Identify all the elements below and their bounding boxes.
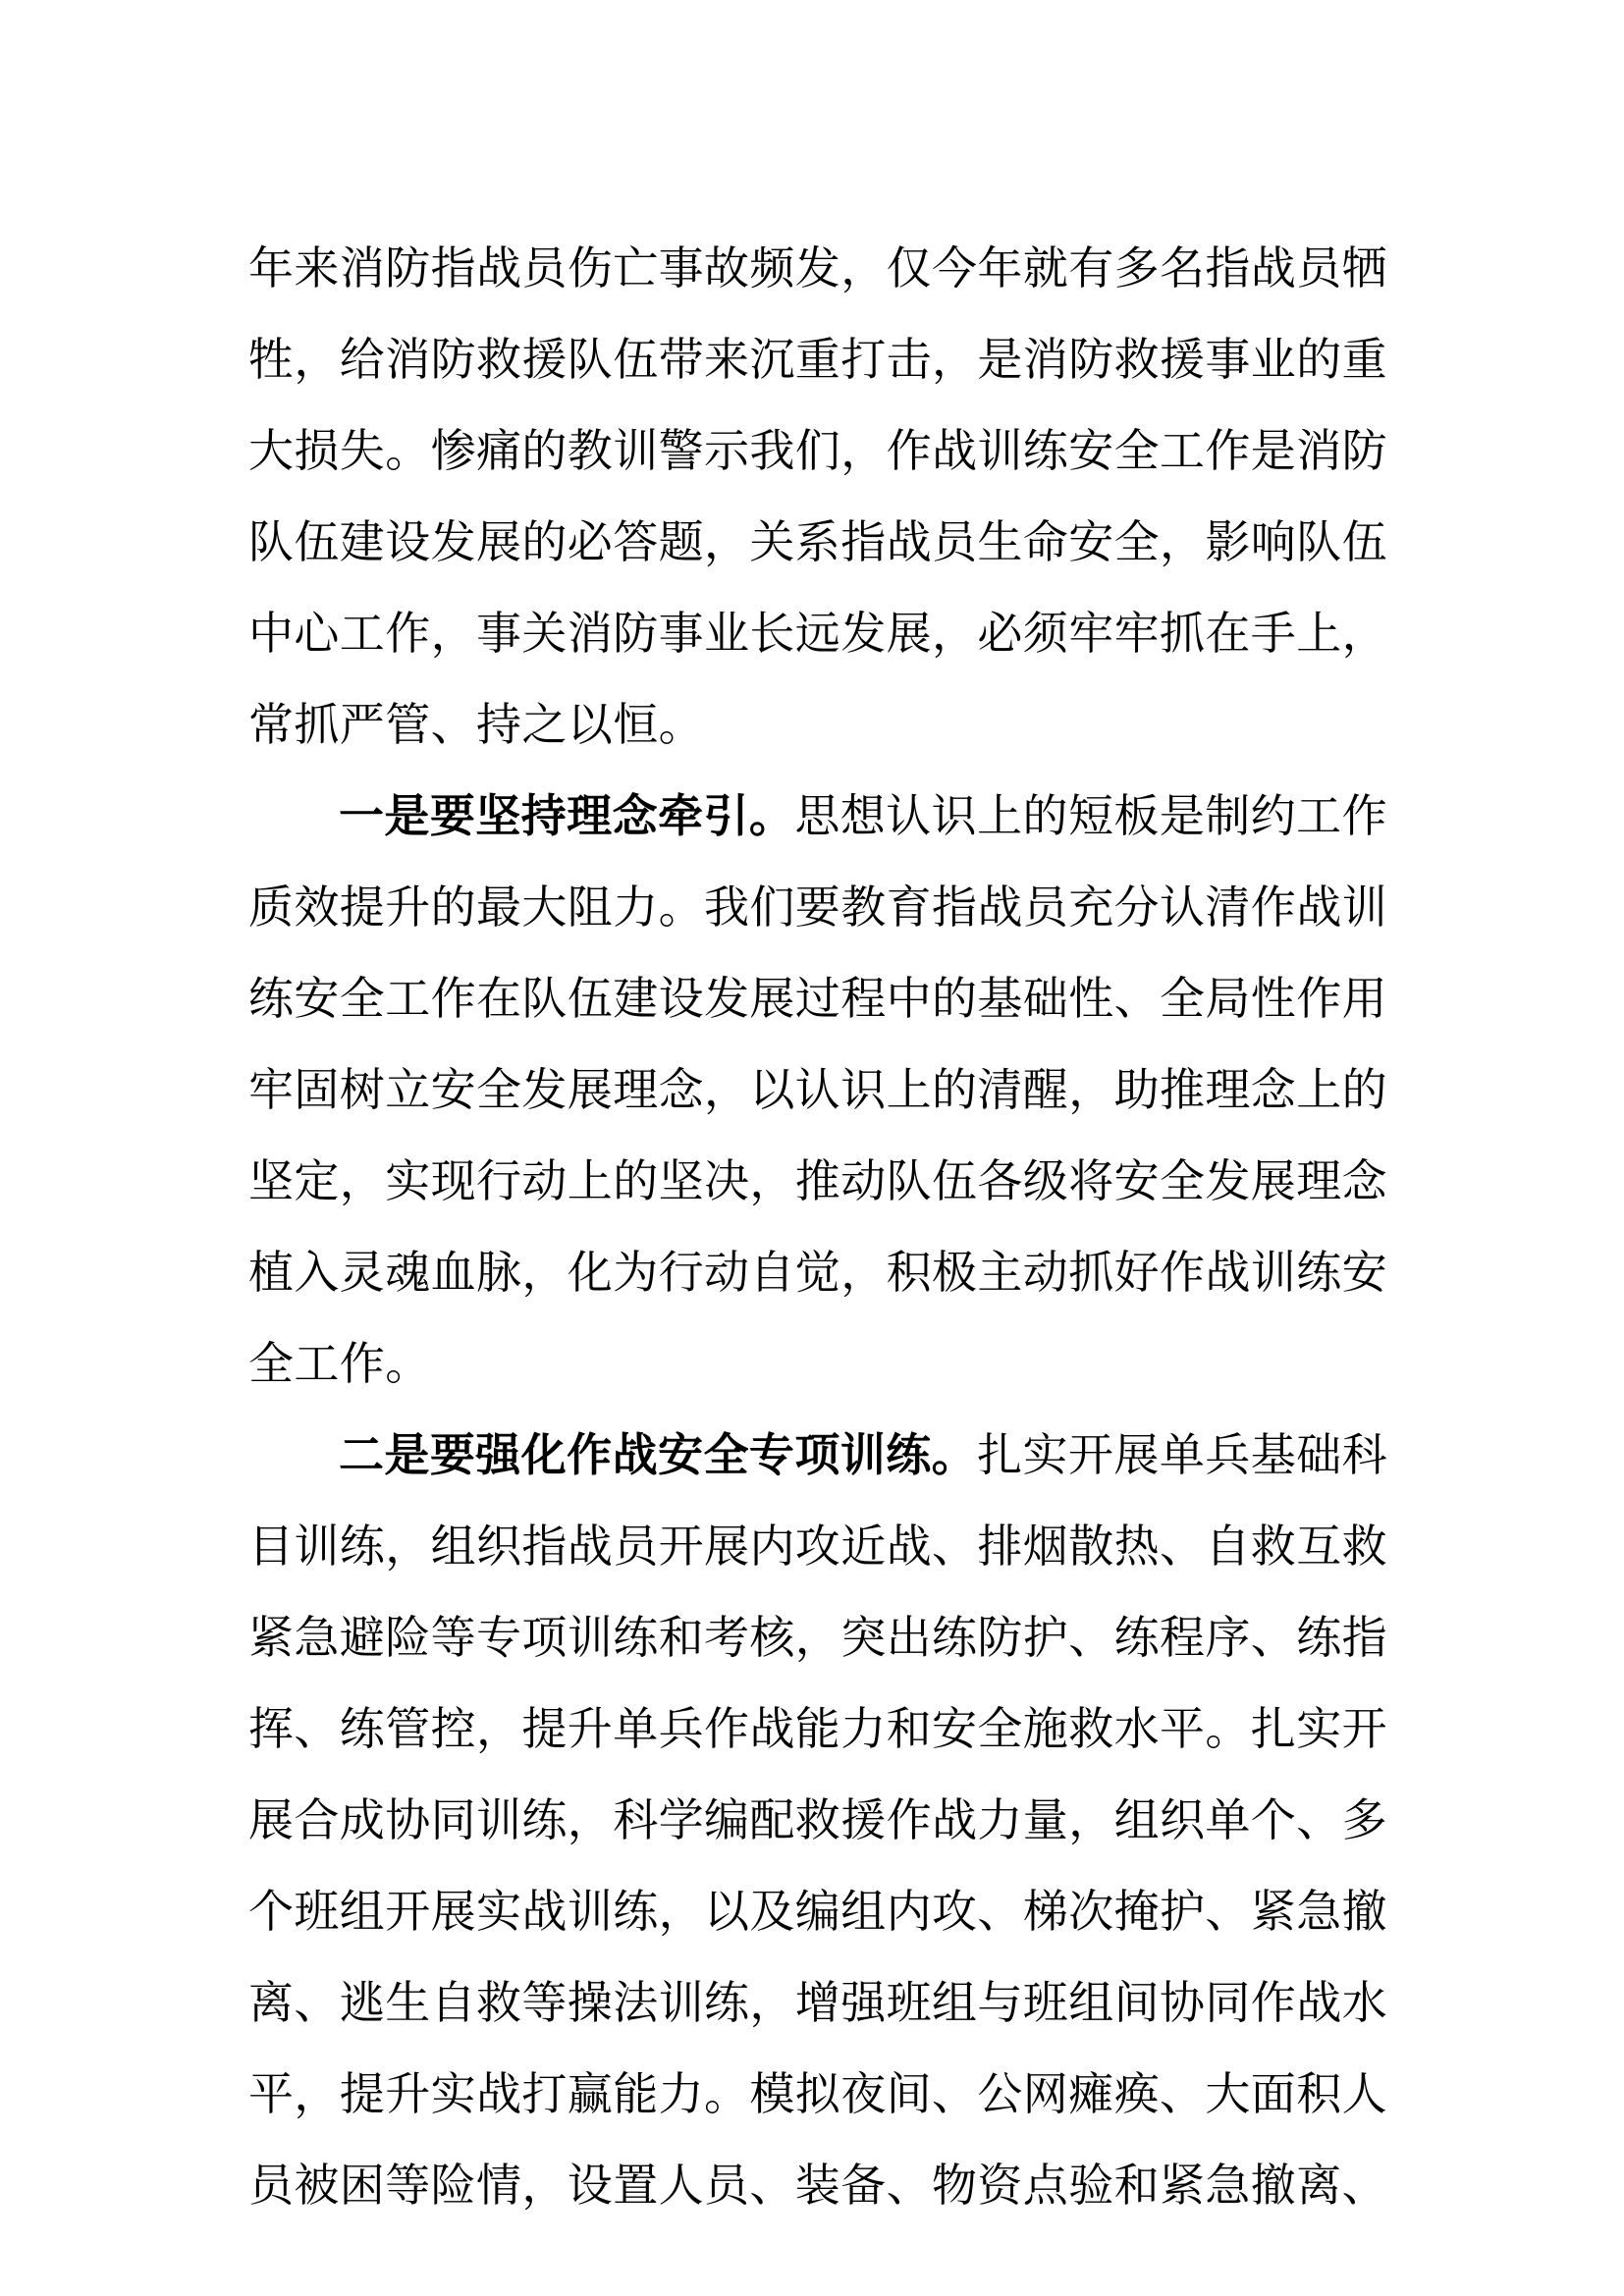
- paragraph-point-one: [248, 771, 1387, 1410]
- paragraph-point-two: [248, 1410, 1387, 2231]
- document-page: [248, 223, 1387, 2231]
- paragraph-point-two-heading: 二是要强化作战安全专项训练。: [339, 1428, 978, 1481]
- paragraph-point-one-heading: 一是要坚持理念牵引。: [339, 789, 795, 842]
- paragraph-point-two-text: 扎实开展单兵基础科目训练，组织指战员开展内攻近战、排烟散热、自救互救紧急避险等专项训练和考核，突出练防护、练程序、练指挥、练管控，提升单兵作战能力和安全施救水平。扎实开展合成协同训练，科学编配救援作战力量，组织单个、多个班组开展实战训练，以及编组内攻、梯次掩护、紧急撤离、逃生自救等操法训练，增强班组与班组间协同作战水平，提升实战打赢能力。模拟夜间、公网瘫痪、大面积人员被困等险情，设置人员、装备、物资点验和紧急撤离、: [248, 1428, 1387, 2212]
- paragraph-intro: [248, 223, 1387, 771]
- paragraph-intro-text: 年来消防指战员伤亡事故频发，仅今年就有多名指战员牺牲，给消防救援队伍带来沉重打击，是消防救援事业的重大损失。惨痛的教训警示我们，作战训练安全工作是消防队伍建设发展的必答题，关系指战员生命安全，影响队伍中心工作，事关消防事业长远发展，必须牢牢抓在手上，常抓严管、持之以恒。: [248, 241, 1387, 751]
- paragraph-point-one-text: 思想认识上的短板是制约工作质效提升的最大阻力。我们要教育指战员充分认清作战训练安全工作在队伍建设发展过程中的基础性、全局性作用牢固树立安全发展理念，以认识上的清醒，助推理念上的坚定，实现行动上的坚决，推动队伍各级将安全发展理念植入灵魂血脉，化为行动自觉，积极主动抓好作战训练安全工作。: [248, 789, 1388, 1390]
